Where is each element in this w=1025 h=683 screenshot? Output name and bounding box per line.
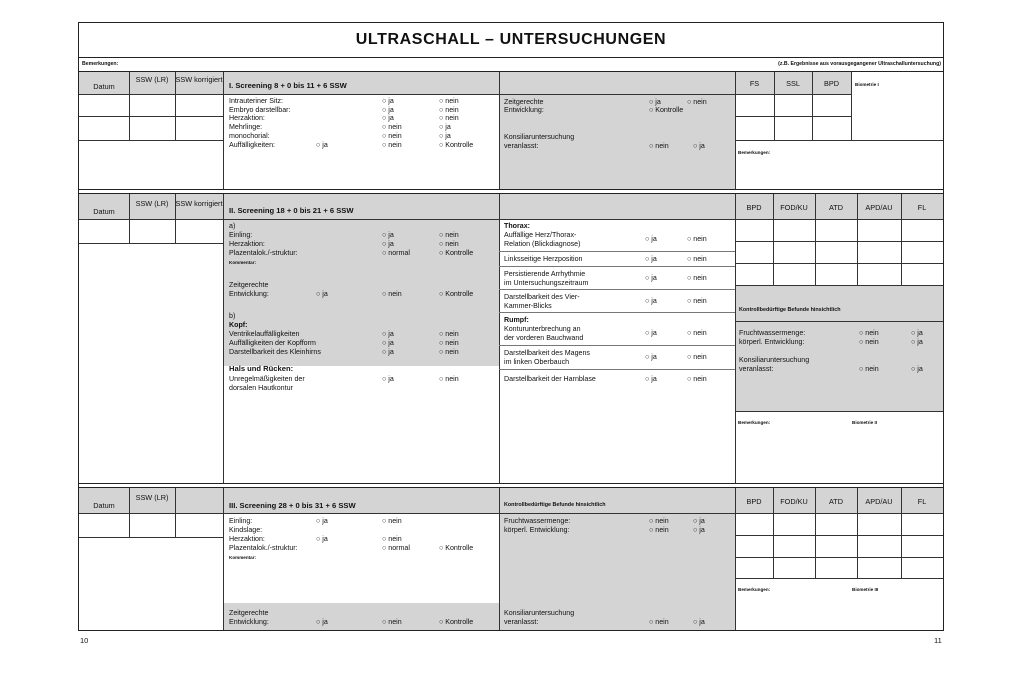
s1-row-a[interactable]: ○ nein (382, 123, 402, 131)
col-datum: Datum (93, 501, 115, 510)
s2-row-label: Einling: (229, 231, 253, 239)
s3-meas-apd: APD/AU (865, 497, 893, 506)
s3-plaz-kontrolle[interactable]: ○ Kontrolle (439, 544, 474, 552)
s2-kopf-a[interactable]: ○ ja (382, 339, 394, 347)
s2-row-label: Herzaktion: (229, 240, 265, 248)
s2-row-a[interactable]: ○ normal (382, 249, 410, 257)
col-ssw-lr: SSW (LR) (135, 75, 169, 84)
col-ssw-korr: SSW korrigiert (175, 199, 223, 208)
s3-zeit-ja[interactable]: ○ ja (316, 618, 328, 626)
s1-meas-fs: FS (749, 79, 760, 88)
s3-biometrie: Biometrie III (852, 587, 879, 592)
s1-auff-ja[interactable]: ○ ja (316, 141, 328, 149)
s1-biometrie: Biometrie I (855, 82, 879, 87)
s1-header: I. Screening 8 + 0 bis 11 + 6 SSW (229, 81, 347, 90)
s2-kopf-b[interactable]: ○ nein (439, 339, 459, 347)
s2-row-b[interactable]: ○ nein (439, 231, 459, 239)
s2-meas-fod: FOD/KU (780, 203, 808, 212)
s2-hals-l1: Unregelmäßigkeiten der (229, 375, 305, 383)
s2-a-label: a) (229, 222, 236, 230)
s1-row-label: Intrauteriner Sitz: (229, 97, 284, 105)
s1-zeit-kontrolle[interactable]: ○ Kontrolle (649, 106, 684, 114)
ultrasound-form (78, 22, 944, 631)
s2-hals-nein[interactable]: ○ nein (439, 375, 459, 383)
s3-zeit-label2: Entwicklung: (229, 618, 269, 626)
s2-rumpf: Rumpf: (504, 316, 529, 324)
s3-zeit-kontrolle[interactable]: ○ Kontrolle (439, 618, 474, 626)
col-ssw-lr: SSW (LR) (135, 199, 169, 208)
s2-rumpf-b[interactable]: ○ nein (687, 375, 707, 383)
s2-kopf-b[interactable]: ○ nein (439, 330, 459, 338)
remarks-label: Bemerkungen: (82, 61, 119, 67)
s3-frucht-ja[interactable]: ○ ja (693, 517, 705, 525)
s3-zeit-nein[interactable]: ○ nein (382, 618, 402, 626)
s1-meas-bpd: BPD (823, 79, 839, 88)
s3-koerp-ja[interactable]: ○ ja (693, 526, 705, 534)
s3-kindslage: Kindslage: (229, 526, 263, 534)
s2-zeit-label: Zeitgerechte (229, 281, 269, 289)
s1-row-b[interactable]: ○ nein (439, 97, 459, 105)
s2-rr-b[interactable]: ○ nein (687, 297, 707, 305)
s2-zeit-label2: Entwicklung: (229, 290, 269, 298)
remarks-hint: (z.B. Ergebnisse aus vorausgegangener Ultraschalluntersuchung) (778, 61, 941, 67)
s2-frucht-ja[interactable]: ○ ja (911, 329, 923, 337)
s2-rr-b[interactable]: ○ nein (687, 274, 707, 282)
s2-koerp: körperl. Entwicklung: (739, 338, 805, 346)
s2-kopf-label: Auffälligkeiten der Kopfform (229, 339, 316, 347)
s1-row-label: Mehrlinge: (229, 123, 263, 131)
s2-kommentar: Kommentar: (229, 260, 257, 265)
s2-biometrie: Biometrie II (852, 420, 878, 425)
s2-rr-a[interactable]: ○ ja (645, 235, 657, 243)
s2-frucht-nein[interactable]: ○ nein (859, 329, 879, 337)
s3-frucht-nein[interactable]: ○ nein (649, 517, 669, 525)
s1-kons-label2: veranlasst: (504, 142, 539, 150)
s1-row-a[interactable]: ○ nein (382, 132, 402, 140)
s2-rumpf-a[interactable]: ○ ja (645, 329, 657, 337)
remarks-row (79, 57, 943, 72)
s3-meas-bpd: BPD (746, 497, 762, 506)
s1-kons-ja[interactable]: ○ ja (693, 142, 705, 150)
s2-kopf: Kopf: (229, 321, 248, 329)
s1-auff-nein[interactable]: ○ nein (382, 141, 402, 149)
s2-hals-l2: dorsalen Hautkontur (229, 384, 293, 392)
s2-kontroll-bg (735, 285, 943, 411)
s2-rr-l1: Persistierende Arrhythmie (504, 270, 586, 278)
s2-meas-fl: FL (917, 203, 927, 212)
s2-kopf-a[interactable]: ○ ja (382, 348, 394, 356)
s2-kopf-b[interactable]: ○ nein (439, 348, 459, 356)
s2-rumpf-l1: Darstellbarkeit des Magens (504, 349, 590, 357)
s1-row-b[interactable]: ○ nein (439, 106, 459, 114)
s1-row-label: Herzaktion: (229, 114, 265, 122)
s1-zeit-label: Zeitgerechte (504, 98, 544, 106)
s2-row-b[interactable]: ○ Kontrolle (439, 249, 474, 257)
s2-rr-l2: Relation (Blickdiagnose) (504, 240, 581, 248)
col-datum: Datum (93, 207, 115, 216)
s1-zeit-nein[interactable]: ○ nein (687, 98, 707, 106)
s2-rr-a[interactable]: ○ ja (645, 274, 657, 282)
s2-kons-label2: veranlasst: (739, 365, 774, 373)
s3-header: III. Screening 28 + 0 bis 31 + 6 SSW (229, 501, 356, 510)
s1-auff-kontrolle[interactable]: ○ Kontrolle (439, 141, 474, 149)
s3-herz-nein[interactable]: ○ nein (382, 535, 402, 543)
s2-row-a[interactable]: ○ ja (382, 231, 394, 239)
col-ssw-lr: SSW (LR) (135, 493, 169, 502)
s1-bemerk: Bemerkungen: (738, 150, 771, 155)
s2-row-b[interactable]: ○ nein (439, 240, 459, 248)
s2-rr-b[interactable]: ○ nein (687, 255, 707, 263)
s2-rumpf-a[interactable]: ○ ja (645, 353, 657, 361)
s3-kontroll: Kontrollbedürftige Befunde hinsichtlich (504, 502, 606, 508)
s2-bemerk: Bemerkungen: (738, 420, 771, 425)
s2-rr-a[interactable]: ○ ja (645, 255, 657, 263)
s3-kons-nein[interactable]: ○ nein (649, 618, 669, 626)
s2-kons-label: Konsiliaruntersuchung (739, 356, 810, 364)
s3-plaz: Plazentalok./-struktur: (229, 544, 298, 552)
s2-rr-l1: Auffällige Herz/Thorax- (504, 231, 577, 239)
s2-b-label: b) (229, 312, 236, 320)
s3-koerp: körperl. Entwicklung: (504, 526, 570, 534)
s2-rr-l1: Darstellbarkeit des Vier- (504, 293, 580, 301)
s2-koerp-ja[interactable]: ○ ja (911, 338, 923, 346)
s3-kons-label2: veranlasst: (504, 618, 539, 626)
s3-plaz-normal[interactable]: ○ normal (382, 544, 410, 552)
s2-koerp-nein[interactable]: ○ nein (859, 338, 879, 346)
s1-row-a[interactable]: ○ ja (382, 106, 394, 114)
s1-row-b[interactable]: ○ ja (439, 123, 451, 131)
s2-hals: Hals und Rücken: (229, 364, 294, 373)
s2-frucht: Fruchtwassermenge: (739, 329, 806, 337)
s2-rumpf-a[interactable]: ○ ja (645, 375, 657, 383)
s1-kons-nein[interactable]: ○ nein (649, 142, 669, 150)
s3-kons-ja[interactable]: ○ ja (693, 618, 705, 626)
s1-kons-label: Konsiliaruntersuchung (504, 133, 575, 141)
s2-rr-a[interactable]: ○ ja (645, 297, 657, 305)
s2-hals-ja[interactable]: ○ ja (382, 375, 394, 383)
s2-kontroll: Kontrollbedürftige Befunde hinsichtlich (739, 307, 841, 313)
s1-zeit-label2: Entwicklung: (504, 106, 544, 114)
s1-row-a[interactable]: ○ ja (382, 97, 394, 105)
s2-row-label: Plazentalok./-struktur: (229, 249, 298, 257)
s2-zeit-kontrolle[interactable]: ○ Kontrolle (439, 290, 474, 298)
s2-rumpf-l1: Konturunterbrechung an (504, 325, 581, 333)
s2-rumpf-l2: der vorderen Bauchwand (504, 334, 584, 342)
page-title: ULTRASCHALL – UNTERSUCHUNGEN (79, 23, 943, 58)
page-number-left: 10 (80, 636, 89, 645)
s2-rr-l2: Kammer-Blicks (504, 302, 552, 310)
s3-meas-fl: FL (917, 497, 927, 506)
s2-meas-atd: ATD (828, 203, 844, 212)
s3-bemerk: Bemerkungen: (738, 587, 771, 592)
s1-row-b[interactable]: ○ ja (439, 132, 451, 140)
s1-row-b[interactable]: ○ nein (439, 114, 459, 122)
s3-meas-atd: ATD (828, 497, 844, 506)
s2-zeit-ja[interactable]: ○ ja (316, 290, 328, 298)
s3-kommentar: Kommentar: (229, 555, 257, 560)
s3-zeit-label: Zeitgerechte (229, 609, 269, 617)
s2-kons-nein[interactable]: ○ nein (859, 365, 879, 373)
s2-zeit-nein[interactable]: ○ nein (382, 290, 402, 298)
s1-row-label: Embryo darstellbar: (229, 106, 291, 114)
s2-rumpf-b[interactable]: ○ nein (687, 353, 707, 361)
s3-koerp-nein[interactable]: ○ nein (649, 526, 669, 534)
s3-einling-ja[interactable]: ○ ja (316, 517, 328, 525)
s2-rumpf-b[interactable]: ○ nein (687, 329, 707, 337)
page-number-right: 11 (934, 636, 942, 645)
s3-frucht: Fruchtwassermenge: (504, 517, 571, 525)
s2-header: II. Screening 18 + 0 bis 21 + 6 SSW (229, 206, 354, 215)
s1-auff-label: Auffälligkeiten: (229, 141, 276, 149)
col-ssw-korr: SSW korrigiert (175, 75, 223, 84)
s1-row-a[interactable]: ○ ja (382, 114, 394, 122)
s2-meas-bpd: BPD (746, 203, 762, 212)
s2-rr-b[interactable]: ○ nein (687, 235, 707, 243)
s1-zeit-ja[interactable]: ○ ja (649, 98, 661, 106)
s2-kons-ja[interactable]: ○ ja (911, 365, 923, 373)
s2-rumpf-l2: im linken Oberbauch (504, 358, 570, 366)
s2-rumpf-l1: Darstellbarkeit der Harnblase (504, 375, 596, 383)
s3-einling-nein[interactable]: ○ nein (382, 517, 402, 525)
col-datum: Datum (93, 82, 115, 91)
s3-herz-ja[interactable]: ○ ja (316, 535, 328, 543)
s2-rr-l2: im Untersuchungszeitraum (504, 279, 589, 287)
s2-kopf-label: Darstellbarkeit des Kleinhirns (229, 348, 321, 356)
s3-herz: Herzaktion: (229, 535, 265, 543)
s3-kons-label: Konsiliaruntersuchung (504, 609, 575, 617)
s1-row-label: monochorial: (229, 132, 270, 140)
s3-meas-fod: FOD/KU (780, 497, 808, 506)
s2-row-a[interactable]: ○ ja (382, 240, 394, 248)
s2-kopf-a[interactable]: ○ ja (382, 330, 394, 338)
s2-rr-l1: Linksseitige Herzposition (504, 255, 583, 263)
s2-meas-apd: APD/AU (865, 203, 893, 212)
s2-thorax: Thorax: (504, 222, 531, 230)
s2-kopf-label: Ventrikelauffälligkeiten (229, 330, 300, 338)
s1-meas-ssl: SSL (786, 79, 800, 88)
s3-einling: Einling: (229, 517, 253, 525)
